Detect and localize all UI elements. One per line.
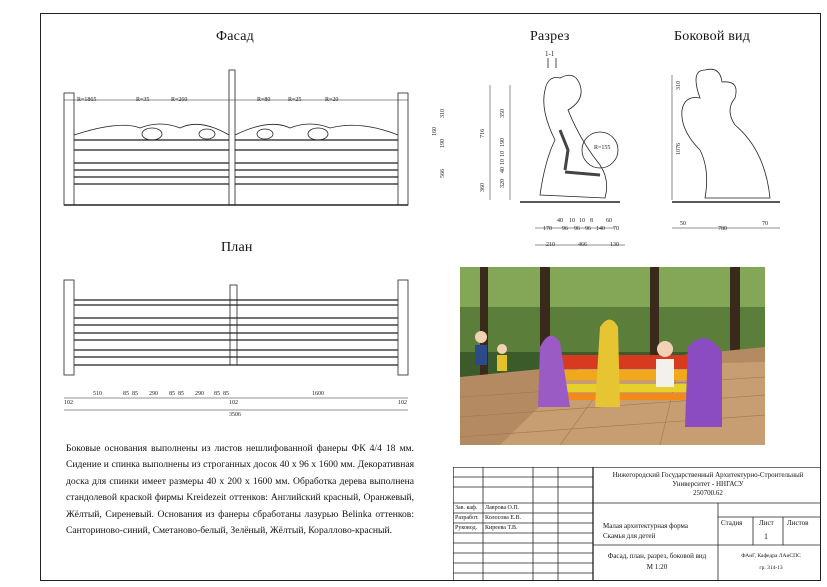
section-radius: R=155: [594, 145, 611, 151]
plan-hdim: 510: [93, 391, 102, 397]
plan-hdim: 102: [398, 400, 407, 406]
plan-title: План: [221, 240, 253, 255]
section-hdim: 10: [579, 218, 585, 224]
section-hdim: 96: [585, 226, 591, 232]
facade-radius: R=80: [257, 97, 271, 103]
facade-radius: R=35: [136, 97, 150, 103]
role-name: Киреева Т.В.: [485, 525, 518, 531]
plan-total-dim: 3506: [229, 412, 241, 418]
title-block: [453, 467, 821, 581]
plan-hdim: 85: [123, 391, 129, 397]
side-view-title: Боковой вид: [674, 29, 751, 44]
section-vdim: 10: [500, 159, 506, 165]
facade-vdim: 190: [440, 139, 446, 148]
facade-radius: R=260: [171, 97, 188, 103]
sheets-label: Листов: [787, 519, 809, 527]
department: ФАиГ, Кафедра ЛАиСПС: [741, 553, 801, 559]
section-hdim: 130: [610, 242, 619, 248]
section-vdim: 716: [480, 129, 486, 138]
facade-title: Фасад: [216, 29, 254, 44]
section-hdim: 60: [606, 218, 612, 224]
side-hdim: 70: [762, 221, 768, 227]
plan-center-dim: 102: [229, 400, 238, 406]
plan-hdim: 85: [178, 391, 184, 397]
sheets-value: 1: [764, 532, 768, 541]
side-hdim: 50: [680, 221, 686, 227]
role-label: Разработ.: [455, 515, 479, 521]
section-hdim: 96: [574, 226, 580, 232]
section-vdim: 40: [500, 167, 506, 173]
section-mark: 1-1: [545, 50, 555, 58]
facade-radius: R=25: [288, 97, 302, 103]
group: гр. 314-13: [759, 565, 783, 571]
section-vdim: 360: [480, 183, 486, 192]
section-hdim: 40: [557, 218, 563, 224]
project-title-line1: Малая архитектурная форма: [603, 522, 688, 530]
facade-vdim: 310: [440, 109, 446, 118]
role-label: Руковод.: [455, 525, 478, 531]
plan-hdim: 85: [132, 391, 138, 397]
section-hdim: 210: [546, 242, 555, 248]
section-hdim: 96: [562, 226, 568, 232]
role-name: Колосова Е.В.: [485, 515, 522, 521]
facade-radius: R=1865: [77, 97, 97, 103]
section-hdim: 8: [590, 218, 593, 224]
side-vdim: 310: [676, 81, 682, 90]
facade-radius: R=20: [325, 97, 339, 103]
side-view-drawing: [672, 69, 780, 228]
notes-paragraph: Боковые основания выполнены из листов нешлифованной фанеры ФК 4/4 18 мм. Сидение и спинка выполнены из строганных досок 40 х 96 х 1600 мм. Декоративная доска для спинки имеет размеры 40 х 200 х 1600 мм. Обработка дерева выполнена стандолевой краской фирмы Kreidezeit оттенков: Английский красный, Оранжевый, Жёлтый, Сиреневый. Основания из фанеры сбработаны лазурью Belinka оттенков: Санториново-синий, Сметаново-белый, Зелёный, Жёлтый, Кораллово-красный.: [66, 443, 414, 537]
section-hdim: 466: [578, 242, 587, 248]
side-vdim: 1076: [676, 143, 682, 155]
university-name: Нижегородский Государственный Архитектурно-Строительный Университет - ННГАСУ: [612, 471, 804, 488]
plan-hdim: 290: [195, 391, 204, 397]
section-vdim: 320: [500, 179, 506, 188]
plan-drawing: [64, 280, 408, 410]
plan-hdim: 102: [64, 400, 73, 406]
plan-hdim: 290: [149, 391, 158, 397]
section-vdim: 350: [500, 109, 506, 118]
section-drawing: [490, 58, 625, 245]
project-title-line2: Скамья для детей: [603, 532, 656, 540]
role-name: Лаврова О.П.: [485, 505, 520, 511]
plan-hdim: 85: [169, 391, 175, 397]
section-hdim: 170: [543, 226, 552, 232]
stage-label: Стадия: [721, 519, 743, 527]
facade-drawing: [64, 70, 408, 205]
sheet-title-line2: М 1:20: [646, 563, 668, 571]
section-hdim: 70: [613, 226, 619, 232]
side-hdim: 780: [718, 226, 727, 232]
plan-hdim: 1600: [312, 391, 324, 397]
section-vdim: 190: [500, 138, 506, 147]
sheet-label: Лист: [759, 519, 774, 527]
section-vdim: 10: [500, 151, 506, 157]
plan-hdim: 85: [223, 391, 229, 397]
plan-hdim: 85: [214, 391, 220, 397]
bench-render-image: [460, 267, 765, 445]
project-code: 250700.62: [693, 489, 723, 497]
section-title: Разрез: [530, 29, 570, 44]
sheet-title-line1: Фасад, план, разрез, боковой вид: [607, 552, 707, 560]
section-hdim: 140: [596, 226, 605, 232]
facade-vdim: 566: [440, 169, 446, 178]
role-label: Зав. каф.: [455, 505, 478, 511]
section-hdim: 10: [569, 218, 575, 224]
facade-vdim: 160: [432, 127, 438, 136]
